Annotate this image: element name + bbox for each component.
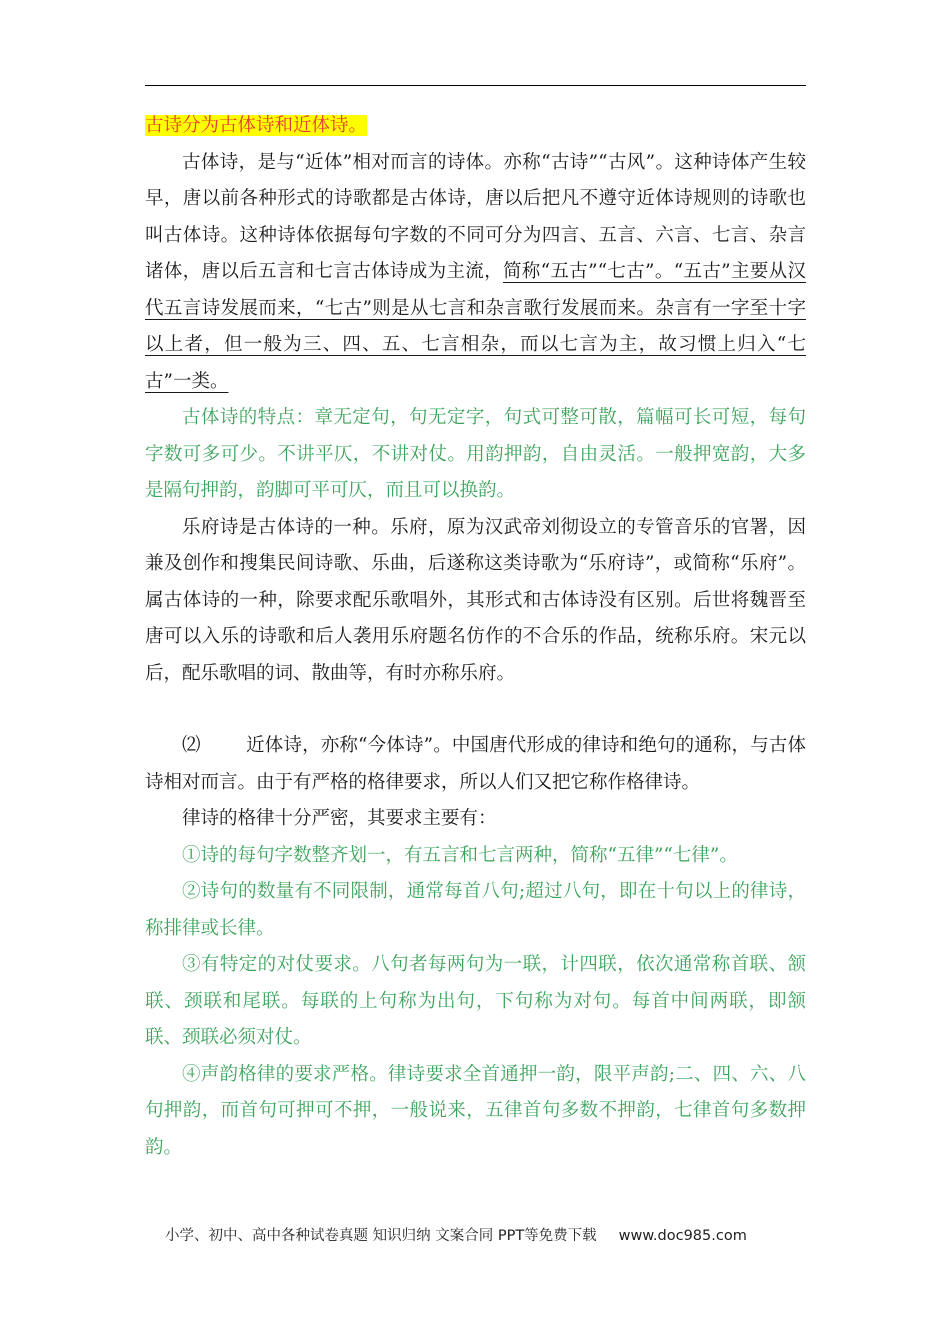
paragraph-modern-poetry bbox=[145, 728, 806, 801]
header-rule bbox=[145, 85, 806, 86]
underlined-passage: 简称“五古”“七古”。“五古”主要从汉代五言诗发展而来，“七古”则是从七言和杂言歌行发展而来。杂言有一字至十字以上者，但一般为三、四、五、七言相杂，而以七言为主，故习惯上归入“七古”一类。 bbox=[145, 261, 806, 392]
footer-site-link[interactable]: www.doc985.com bbox=[618, 1228, 747, 1244]
footer-text: 小学、初中、高中各种试卷真题 知识归纳 文案合同 PPT等免费下载 bbox=[165, 1228, 597, 1244]
rule-item-2: ②诗句的数量有不同限制，通常每首八句;超过八句，即在十句以上的律诗，称排律或长律。 bbox=[145, 881, 806, 939]
section-number: ⑵ bbox=[182, 735, 201, 756]
rule-item-3: ③有特定的对仗要求。八句者每两句为一联，计四联，依次通常称首联、颔联、颈联和尾联。每联的上句称为出句，下句称为对句。每首中间两联，即颔联、颈联必须对仗。 bbox=[145, 954, 806, 1048]
section-text: 近体诗，亦称“今体诗”。中国唐代形成的律诗和绝句的通称，与古体诗相对而言。由于有严格的格律要求，所以人们又把它称作格律诗。 bbox=[145, 735, 806, 793]
rule-item-1: ①诗的每句字数整齐划一，有五言和七言两种，简称“五律”“七律”。 bbox=[182, 844, 738, 866]
rule-item-4: ④声韵格律的要求严格。律诗要求全首通押一韵，限平声韵;二、四、六、八句押韵，而首句可押可不押，一般说来，五律首句多数不押韵，七律首句多数押韵。 bbox=[145, 1063, 806, 1158]
blank-line bbox=[145, 692, 806, 728]
paragraph-lead: 古体诗，是与“近体”相对而言的诗体。亦称“古诗”“古风”。这种诗体产生较早，唐以前各种形式的诗歌都是古体诗，唐以后把凡不遵守近体诗规则的诗歌也叫古体诗。这种诗体依据每句字数的不同可分为四言、五言、六言、七言、杂言诸体，唐以后五言和七言古体诗成为主流， bbox=[145, 151, 806, 282]
paragraph-ancient-poetry bbox=[145, 145, 806, 401]
page-footer bbox=[165, 1224, 805, 1245]
highlighted-heading: 古诗分为古体诗和近体诗。 bbox=[145, 115, 368, 136]
paragraph-ancient-features: 古体诗的特点：章无定句，句无定字，句式可整可散，篇幅可长可短，每句字数可多可少。不讲平仄，不讲对仗。用韵押韵，自由灵活。一般押宽韵，大多是隔句押韵，韵脚可平可仄，而且可以换韵。 bbox=[145, 407, 806, 501]
paragraph-regulated-intro: 律诗的格律十分严密，其要求主要有： bbox=[182, 808, 497, 829]
paragraph-yuefu: 乐府诗是古体诗的一种。乐府，原为汉武帝刘彻设立的专管音乐的官署，因兼及创作和搜集民间诗歌、乐曲，后遂称这类诗歌为“乐府诗”，或简称“乐府”。属古体诗的一种，除要求配乐歌唱外，其形式和古体诗没有区别。后世将魏晋至唐可以入乐的诗歌和后人袭用乐府题名仿作的不合乐的作品，统称乐府。宋元以后，配乐歌唱的词、散曲等，有时亦称乐府。 bbox=[145, 516, 806, 684]
document-body bbox=[145, 108, 806, 1166]
section-heading bbox=[145, 108, 806, 145]
